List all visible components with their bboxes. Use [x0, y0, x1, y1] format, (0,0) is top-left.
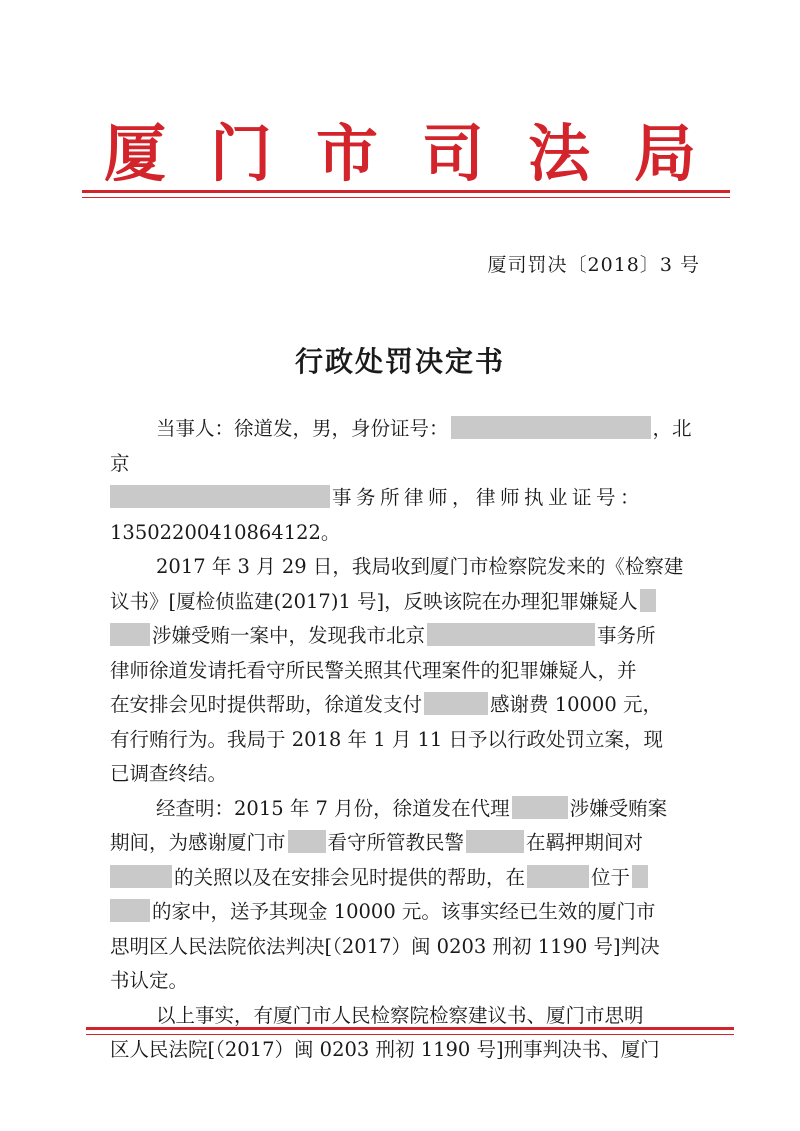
- body-line: 书认定。: [110, 969, 189, 992]
- redaction-block: [110, 865, 172, 888]
- body-text: 期间，为感谢厦门市: [110, 831, 286, 854]
- body-line: 律师徐道发请托看守所民警关照其代理案件的犯罪嫌疑人，并: [110, 658, 637, 682]
- body-line: [110, 792, 700, 827]
- redaction-block: [288, 830, 326, 853]
- body-text: 2017 年 3 月 29 日，我局收到厦门市检察院发来的《检察建: [156, 555, 684, 578]
- body-line: 有行贿行为。我局于 2018 年 1 月 11 日予以行政处罚立案，现: [110, 727, 664, 751]
- redaction-block: [632, 865, 648, 888]
- document-title: 行政处罚决定书: [294, 345, 505, 378]
- body-text: 经查明：2015 年 7 月份，徐道发在代理: [156, 796, 510, 820]
- body-text: 事务所律师，律师执业证号：: [332, 486, 645, 509]
- body-text: 位于: [591, 865, 631, 889]
- body-line: [110, 861, 700, 896]
- body-line: [110, 826, 700, 861]
- redaction-block: [512, 796, 568, 819]
- document-body: [110, 412, 700, 1068]
- body-line: 13502200410864122。: [110, 520, 341, 544]
- agency-title: 厦门市司法局: [103, 117, 740, 190]
- body-line: 区人民法院[（2017）闽 0203 刑初 1190 号]刑事判决书、厦门: [110, 1038, 660, 1061]
- header-rule-thin: [82, 197, 730, 198]
- redaction-block: [427, 623, 595, 646]
- body-text: 在羁押期间对: [526, 831, 644, 854]
- body-text: 涉嫌受贿一案中，发现我市北京: [152, 624, 426, 647]
- body-line: [110, 550, 700, 585]
- body-text: ，北京: [110, 417, 692, 475]
- redaction-block: [424, 692, 488, 715]
- body-text: 事务所: [597, 624, 656, 647]
- redaction-block: [466, 830, 524, 853]
- body-text: 感谢费 10000 元，: [490, 693, 662, 716]
- redaction-block: [640, 589, 656, 612]
- document-number: 厦司罚决〔2018〕3 号: [487, 254, 700, 276]
- body-text: 在安排会见时提供帮助，徐道发支付: [110, 693, 423, 716]
- body-line: [110, 895, 700, 930]
- body-line: [110, 412, 700, 481]
- redaction-block: [451, 416, 651, 439]
- footer-rule-thin: [86, 1034, 734, 1035]
- redaction-block: [527, 865, 589, 888]
- body-text: 议书》[厦检侦监建(2017)1 号]，反映该院在办理犯罪嫌疑人: [110, 589, 638, 613]
- body-line: 已调查终结。: [110, 762, 228, 785]
- redaction-block: [110, 485, 330, 508]
- body-line: [110, 688, 700, 723]
- header-rule-thick: [82, 190, 730, 193]
- redaction-block: [110, 899, 150, 922]
- body-text: 涉嫌受贿案: [569, 796, 668, 820]
- body-text: 的家中，送予其现金 10000 元。该事实经已生效的厦门市: [152, 900, 656, 923]
- body-text: 以上事实，有厦门市人民检察院检察建议书、厦门市思明: [156, 1003, 644, 1027]
- body-line: 思明区人民法院依法判决[（2017）闽 0203 刑初 1190 号]判决: [110, 934, 660, 958]
- footer-rule-thick: [86, 1027, 734, 1030]
- body-line: [110, 619, 700, 654]
- body-line: [110, 481, 700, 516]
- body-text: 当事人：徐道发，男，身份证号：: [156, 417, 449, 440]
- redaction-block: [110, 623, 150, 646]
- body-line: [110, 585, 700, 620]
- body-text: 的关照以及在安排会见时提供的帮助，在: [174, 865, 526, 889]
- body-text: 看守所管教民警: [327, 831, 465, 854]
